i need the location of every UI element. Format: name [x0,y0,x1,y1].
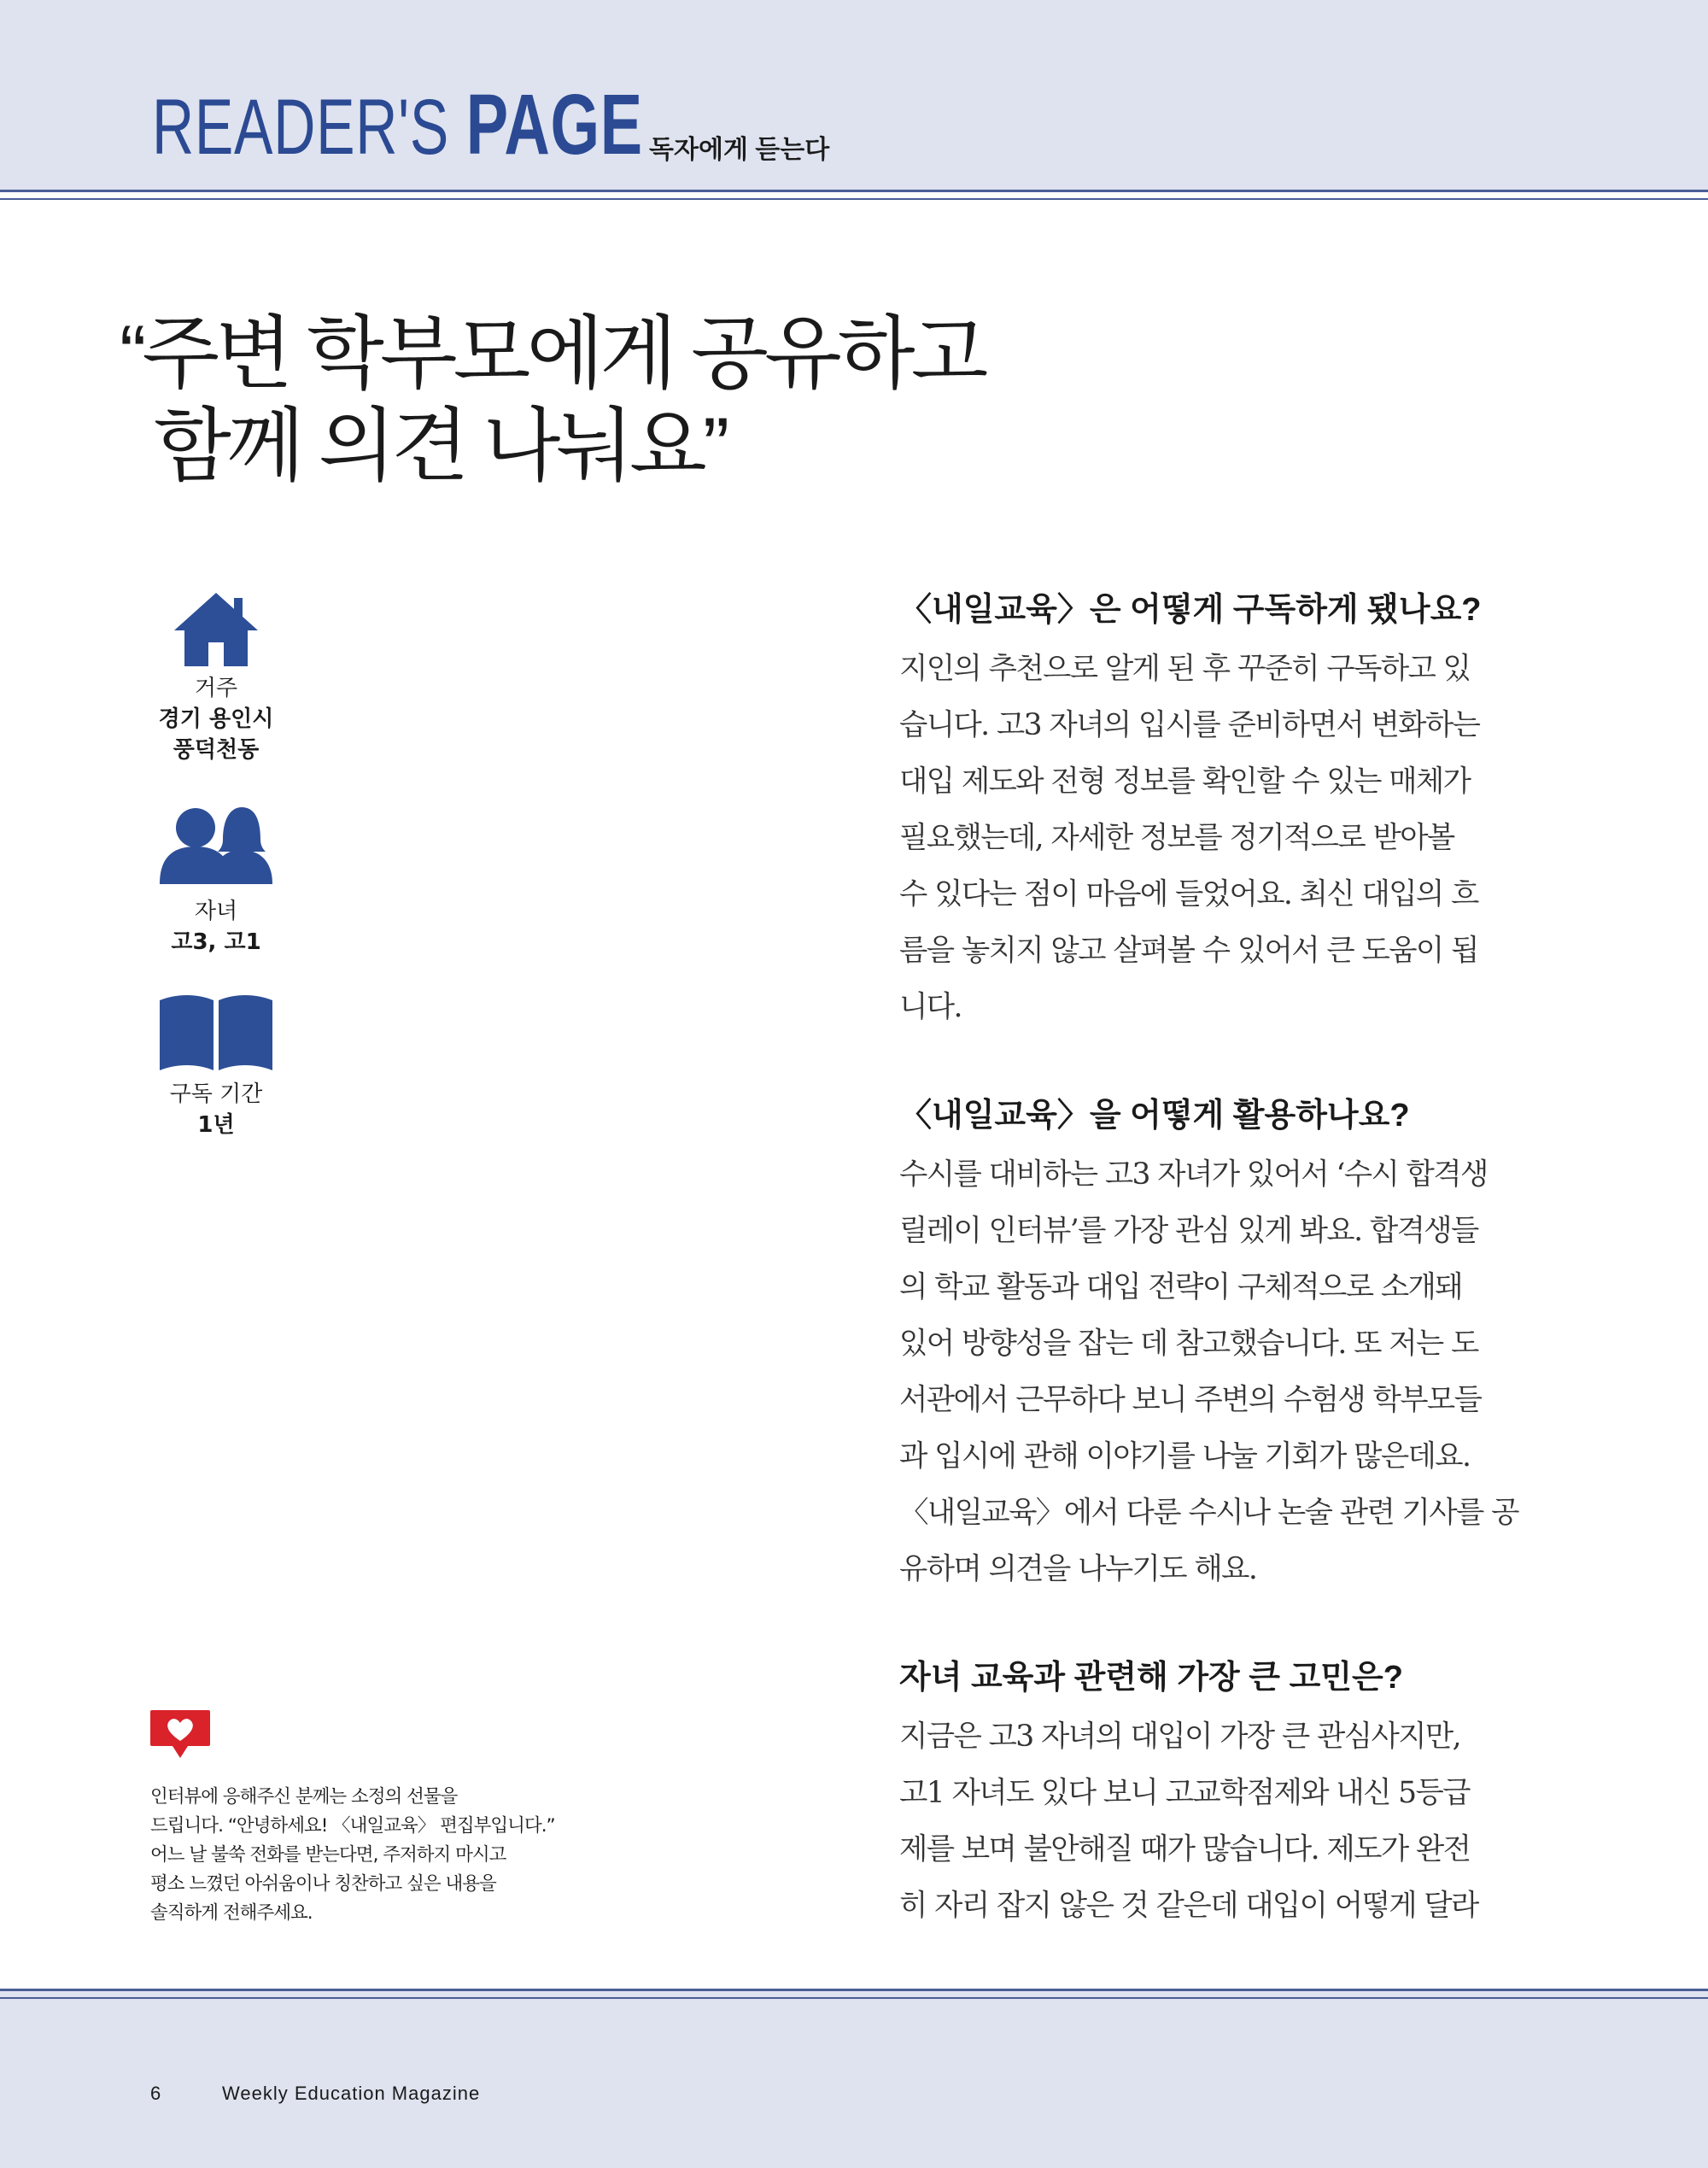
footer-rule [0,1989,1708,1991]
subscription-value: 1년 [197,1112,235,1138]
answer-line: 고1 자녀도 있다 보니 고교학점제와 내신 5등급 [899,1776,1470,1810]
note-line: 평소 느꼈던 아쉬움이나 칭찬하고 싶은 내용을 [150,1873,496,1895]
book-icon [158,992,274,1070]
subscription-label: 구독 기간 [169,1081,263,1107]
answer-line: 〈내일교육〉에서 다룬 수시나 논술 관련 기사를 공 [899,1496,1518,1530]
answer-line: 과 입시에 관해 이야기를 나눌 기회가 많은데요. [899,1439,1471,1474]
answer-line: 수 있다는 점이 마음에 들었어요. 최신 대입의 흐 [899,877,1478,911]
answer-text [899,1708,1531,1934]
residence-label: 거주 [194,676,238,701]
note-line: 솔직하게 전해주세요. [150,1902,313,1924]
heart-icon [149,1708,212,1761]
answer-line: 필요했는데, 자세한 정보를 정기적으로 받아볼 [899,821,1454,855]
answer-text [899,641,1531,1035]
answer-line: 름을 놓치지 않고 살펴볼 수 있어서 큰 도움이 됩 [899,934,1478,968]
answer-line: 수시를 대비하는 고3 자녀가 있어서 ‘수시 합격생 [899,1157,1488,1192]
page-headline [120,308,984,492]
note-line: 어느 날 불쑥 전화를 받는다면, 주저하지 마시고 [150,1844,506,1866]
house-icon [173,591,260,668]
people-icon [158,806,274,884]
question-heading: 〈내일교육〉은 어떻게 구독하게 됐나요? [899,592,1482,628]
interview-column [899,586,1531,1990]
magazine-name: Weekly Education Magazine [222,2083,481,2104]
footer-rule-thin [0,1997,1708,1999]
answer-line: 서관에서 근무하다 보니 주변의 수험생 학부모들 [899,1383,1482,1417]
page-number: 6 [150,2083,161,2104]
children-label: 자녀 [194,899,238,924]
residence-value: 경기 용인시 풍덕천동 [158,706,274,763]
note-line: 드립니다. “안녕하세요! 〈내일교육〉 편집부입니다.” [150,1815,555,1837]
qa-item-usage [899,1092,1531,1597]
answer-text [899,1146,1531,1597]
note-line: 인터뷰에 응해주신 분께는 소정의 선물을 [150,1786,458,1808]
header-rule [0,190,1708,192]
headline-line-1: “주변 학부모에게 공유하고 [120,308,985,398]
answer-line: 의 학교 활동과 대입 전략이 구체적으로 소개돼 [899,1270,1463,1304]
qa-item-subscription [899,586,1531,1035]
masthead-title [152,77,643,173]
answer-line: 습니다. 고3 자녀의 입시를 준비하면서 변화하는 [899,708,1480,742]
answer-line: 있어 방향성을 잡는 데 참고했습니다. 또 저는 도 [899,1327,1478,1361]
answer-line: 대입 제도와 전형 정보를 확인할 수 있는 매체가 [899,765,1471,799]
answer-line: 니다. [899,990,962,1024]
masthead-title-light: READER'S [152,84,466,171]
question-heading: 〈내일교육〉을 어떻게 활용하나요? [899,1098,1410,1134]
header-rule-thin [0,198,1708,200]
interview-note [150,1783,560,1928]
answer-line: 유하며 의견을 나누기도 해요. [899,1552,1257,1586]
headline-line-2: 함께 의견 나눠요” [154,401,726,490]
profile-residence [122,591,310,765]
children-value: 고3, 고1 [171,929,261,955]
answer-line: 히 자리 잡지 않은 것 같은데 대입이 어떻게 달라 [899,1889,1478,1923]
footer-band [0,1989,1708,2168]
answer-line: 지금은 고3 자녀의 대입이 가장 큰 관심사지만, [899,1720,1461,1754]
masthead-subtitle: 독자에게 듣는다 [649,136,830,164]
answer-line: 릴레이 인터뷰’를 가장 관심 있게 봐요. 합격생들 [899,1214,1478,1248]
masthead-title-bold: PAGE [465,77,643,173]
profile-children [122,806,310,958]
qa-item-concern [899,1654,1531,1934]
question-heading: 자녀 교육과 관련해 가장 큰 고민은? [899,1660,1403,1696]
answer-line: 지인의 추천으로 알게 된 후 꾸준히 구독하고 있 [899,652,1471,686]
answer-line: 제를 보며 불안해질 때가 많습니다. 제도가 완전 [899,1832,1471,1866]
profile-subscription [122,992,310,1140]
